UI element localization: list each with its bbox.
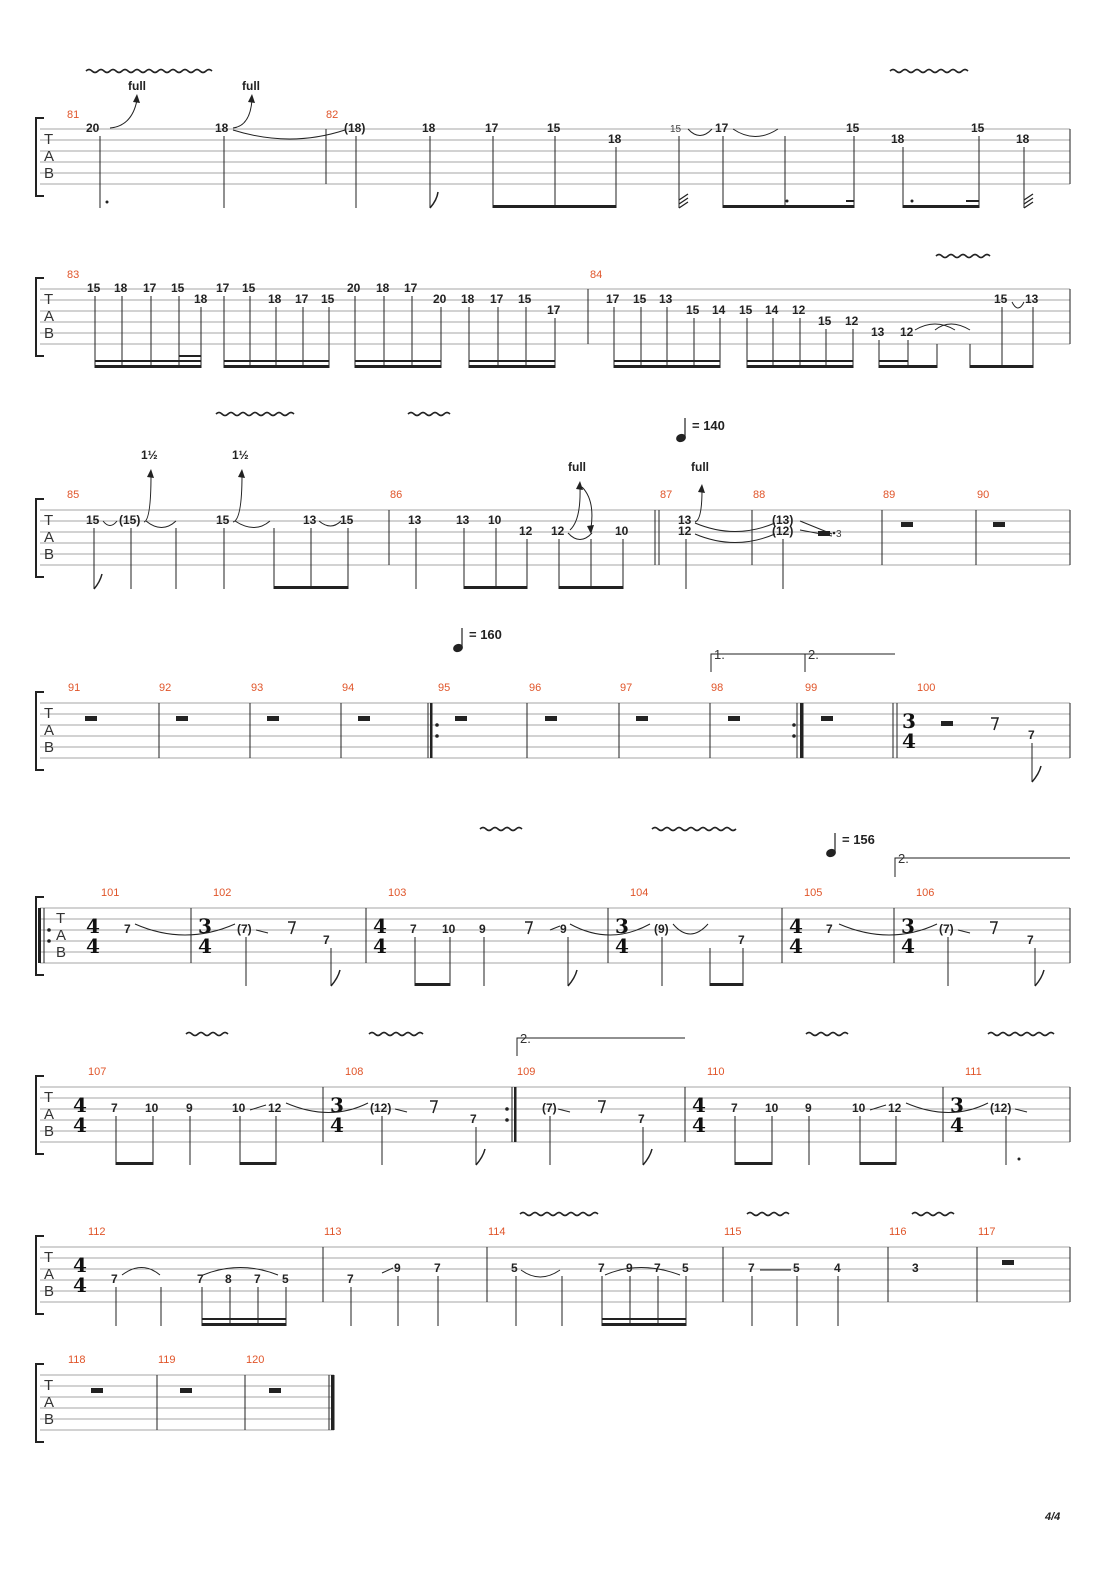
fret-number: 5 [511, 1261, 518, 1275]
staff-row-6 [36, 1031, 1070, 1165]
fret-number: 8 [225, 1272, 232, 1286]
rests [91, 1388, 281, 1393]
tab-clef-b: B [44, 1123, 55, 1140]
bend-label: full [568, 460, 586, 474]
tie [146, 521, 176, 528]
staff-row-1 [36, 70, 1070, 209]
fret-number: 9 [186, 1101, 193, 1115]
eighth-rest [991, 718, 998, 730]
vibrato-mark [936, 255, 990, 258]
time-signature-bottom: 4 [373, 934, 387, 958]
time-signature-top: 3 [198, 914, 212, 938]
fret-number: 15 [846, 121, 860, 135]
vibrato-mark [369, 1033, 423, 1036]
vibrato-mark [216, 413, 294, 416]
fret-number: 15 [994, 292, 1008, 306]
staff-row-5 [36, 828, 1070, 987]
measure-number: 87 [660, 489, 673, 501]
bend-label: full [691, 460, 709, 474]
fret-number: 12 [888, 1101, 902, 1115]
time-signature-bottom: 4 [198, 934, 212, 958]
time-signature-bottom: 4 [73, 1273, 87, 1297]
tie [286, 1103, 368, 1113]
measure-number: 109 [517, 1066, 536, 1078]
tempo-marking [825, 832, 875, 858]
vibrato-mark [408, 413, 450, 416]
tab-clef-b: B [44, 165, 55, 182]
measure-number: 84 [590, 269, 603, 281]
fret-number: 13 [1025, 292, 1039, 306]
tab-clef [44, 131, 54, 182]
slide [395, 1109, 407, 1112]
slide [1012, 302, 1024, 308]
tie [733, 129, 778, 137]
tie [319, 521, 341, 526]
time-signature-top: 4 [789, 914, 803, 938]
tab-clef-a: A [56, 927, 67, 944]
tie [673, 924, 708, 934]
fret-number: 7 [410, 922, 417, 936]
fret-number: 15 [971, 121, 985, 135]
fret-number: 7 [323, 933, 330, 947]
measure-number: 100 [917, 682, 936, 694]
measure-number: 111 [965, 1066, 982, 1078]
tab-clef-t: T [44, 1377, 54, 1394]
measure-number: 86 [390, 489, 403, 501]
measure-number: 99 [805, 682, 818, 694]
fret-number: 12 [551, 524, 565, 538]
measure-number: 112 [88, 1226, 106, 1238]
fret-number: 7 [124, 922, 131, 936]
tab-clef [44, 1377, 54, 1428]
time-signature-top: 4 [73, 1253, 87, 1277]
fret-number: 5 [682, 1261, 689, 1275]
measure-number: 117 [978, 1226, 996, 1238]
time-signature-bottom: 4 [789, 934, 803, 958]
fret-number: 17 [547, 303, 561, 317]
measure-number: 119 [158, 1354, 176, 1366]
fret-number: 13 [871, 325, 885, 339]
vibrato-mark [747, 1213, 789, 1216]
time-signatures [73, 1093, 964, 1137]
measure-number: 98 [711, 682, 724, 694]
fret-number: 15 [633, 292, 647, 306]
fret-number: 7 [738, 933, 745, 947]
fret-number: 20 [347, 281, 361, 295]
fret-number: 7 [254, 1272, 261, 1286]
fret-number: 9 [394, 1261, 401, 1275]
vibrato-mark [186, 1033, 228, 1036]
time-signature-bottom: 4 [73, 1113, 87, 1137]
time-signature-bottom: 4 [950, 1113, 964, 1137]
eighth-rests [430, 1101, 605, 1113]
tab-clef-b: B [44, 1411, 55, 1428]
rests [85, 716, 953, 726]
tab-clef [44, 1089, 54, 1140]
vibrato-mark [480, 828, 522, 831]
fret-number: (12) [370, 1101, 392, 1115]
fret-number: 7 [1027, 933, 1034, 947]
beams [95, 355, 1033, 368]
rest [1002, 1260, 1014, 1265]
volta-label: 1. [714, 647, 725, 662]
tuplet-number: 3 [836, 529, 842, 540]
fret-number: 10 [232, 1101, 246, 1115]
fret-number: 7 [638, 1112, 645, 1126]
measure-number: 93 [251, 682, 264, 694]
fret-number: 18 [194, 292, 208, 306]
fret-number: 17 [485, 121, 499, 135]
staff-lines [40, 1375, 334, 1430]
volta-label: 2. [898, 851, 909, 866]
tab-clef [44, 705, 54, 756]
tab-clef-b: B [44, 739, 55, 756]
fret-number: (15) [119, 513, 141, 527]
tab-clef-t: T [44, 291, 54, 308]
measure-number: 107 [88, 1066, 107, 1078]
tie [695, 534, 775, 543]
fret-number: 13 [456, 513, 470, 527]
fret-number: 7 [826, 922, 833, 936]
fret-number: 15 [340, 513, 354, 527]
fret-number: 15 [321, 292, 335, 306]
fret-number: (7) [939, 922, 954, 936]
fret-number: 7 [347, 1272, 354, 1286]
tie [568, 533, 592, 540]
fret-number: 17 [490, 292, 504, 306]
fret-number: 7 [1028, 728, 1035, 742]
fret-number: 14 [765, 303, 779, 317]
bend-arrow [110, 100, 137, 128]
measure-number: 85 [67, 489, 80, 501]
fret-number: 15 [739, 303, 753, 317]
time-signature-top: 4 [73, 1093, 87, 1117]
measure-number: 88 [753, 489, 766, 501]
time-signatures [86, 914, 915, 958]
measure-number: 81 [67, 109, 80, 121]
tie [235, 521, 270, 528]
tab-clef-b: B [44, 1283, 55, 1300]
measure-number: 108 [345, 1066, 364, 1078]
volta-label: 2. [520, 1031, 531, 1046]
measure-number: 96 [529, 682, 542, 694]
time-signature-top: 3 [950, 1093, 964, 1117]
bend-label: full [242, 79, 260, 93]
fret-number: 18 [422, 121, 436, 135]
fret-number: 17 [143, 281, 157, 295]
fret-number: 13 [678, 513, 692, 527]
fret-number: 15 [518, 292, 532, 306]
bend-label: full [128, 79, 146, 93]
time-signature-bottom: 4 [86, 934, 100, 958]
measure-number: 115 [724, 1226, 742, 1238]
fret-number: 7 [598, 1261, 605, 1275]
volta-label: 2. [808, 647, 819, 662]
fret-number: 7 [654, 1261, 661, 1275]
staff-row-2 [36, 255, 1070, 369]
fret-number: 9 [805, 1101, 812, 1115]
fret-number: 17 [404, 281, 418, 295]
bend-label: 1½ [141, 448, 158, 462]
fret-number: 20 [433, 292, 447, 306]
fret-number: 7 [111, 1272, 118, 1286]
fret-number: 7 [111, 1101, 118, 1115]
fret-number: (9) [654, 922, 669, 936]
tie [915, 324, 955, 330]
fret-number: 15 [86, 513, 100, 527]
fret-number: 17 [216, 281, 230, 295]
measure-number: 83 [67, 269, 80, 281]
slide [558, 1109, 570, 1112]
measure-number: 105 [804, 887, 823, 899]
fret-number: 13 [408, 513, 422, 527]
measure-number: 94 [342, 682, 355, 694]
fret-number: 7 [748, 1261, 755, 1275]
fret-number: 9 [479, 922, 486, 936]
tempo-value: = 140 [692, 418, 725, 433]
tempo-value: = 160 [469, 627, 502, 642]
fret-number: 12 [519, 524, 533, 538]
tie [695, 523, 775, 532]
tie [688, 129, 712, 136]
fret-number: 15 [686, 303, 700, 317]
measure-number: 104 [630, 887, 649, 899]
fret-number: 12 [678, 524, 692, 538]
measure-number: 120 [246, 1354, 265, 1366]
fret-number: 12 [268, 1101, 282, 1115]
bend-arrow [233, 475, 242, 522]
tab-clef-a: A [44, 722, 55, 739]
fret-number: 12 [845, 314, 859, 328]
vibrato-mark [806, 1033, 848, 1036]
fret-number: 18 [114, 281, 128, 295]
tempo-marking [452, 627, 502, 653]
fret-number: (7) [542, 1101, 557, 1115]
fret-number: 15 [87, 281, 101, 295]
fret-number: (12) [990, 1101, 1012, 1115]
fret-number: (18) [344, 121, 366, 135]
fret-number: 15 [547, 121, 561, 135]
fret-number: 18 [376, 281, 390, 295]
tab-clef-a: A [44, 1106, 55, 1123]
fret-number: 9 [626, 1261, 633, 1275]
tab-clef-a: A [44, 308, 55, 325]
tab-clef-b: B [44, 546, 55, 563]
vibrato-mark [652, 828, 736, 831]
staff-row-4 [36, 627, 1070, 782]
fret-number: 17 [606, 292, 620, 306]
measure-number: 95 [438, 682, 451, 694]
grace-fret-number: 15 [670, 124, 682, 135]
tab-clef-a: A [44, 1266, 55, 1283]
fret-number: 15 [216, 513, 230, 527]
time-signature-top: 3 [901, 914, 915, 938]
fret-number: 9 [560, 922, 567, 936]
fret-number: 10 [765, 1101, 779, 1115]
tie [233, 130, 345, 139]
measure-number: 91 [68, 682, 81, 694]
vibrato-mark [912, 1213, 954, 1216]
tab-clef-t: T [44, 705, 54, 722]
release-arrow [582, 487, 592, 528]
slide [958, 930, 970, 933]
time-signature-bottom: 4 [615, 934, 629, 958]
fret-number: 18 [461, 292, 475, 306]
vibrato-mark [520, 1213, 598, 1216]
fret-number: 20 [86, 121, 100, 135]
measure-number: 110 [707, 1066, 725, 1078]
fret-number: 17 [295, 292, 309, 306]
fret-number: 18 [268, 292, 282, 306]
tie [521, 1270, 560, 1277]
tie [103, 521, 117, 526]
fret-number: 13 [303, 513, 317, 527]
fret-number: 18 [215, 121, 229, 135]
measure-number: 114 [488, 1226, 506, 1238]
time-signature-bottom: 4 [692, 1113, 706, 1137]
tab-clef-t: T [56, 910, 66, 927]
measure-number: 90 [977, 489, 990, 501]
bend-label: 1½ [232, 448, 249, 462]
tab-clef-b: B [44, 325, 55, 342]
fret-number: 7 [731, 1101, 738, 1115]
slide [256, 930, 268, 933]
fret-number: 12 [900, 325, 914, 339]
staff-row-7 [36, 1213, 1070, 1327]
fret-number: 7 [470, 1112, 477, 1126]
time-signature-top: 3 [615, 914, 629, 938]
page-number: 4/4 [1045, 1511, 1061, 1523]
bend-arrow [233, 100, 252, 128]
measure-number: 101 [101, 887, 120, 899]
measure-number: 113 [324, 1226, 342, 1238]
measure-number: 103 [388, 887, 407, 899]
volta-bracket [895, 858, 1070, 877]
tie [135, 924, 235, 935]
slide [1015, 1109, 1027, 1112]
fret-number: 14 [712, 303, 726, 317]
fret-number: (13) [772, 513, 794, 527]
tab-clef-a: A [44, 529, 55, 546]
measure-number: 102 [213, 887, 232, 899]
time-signature-bottom: 4 [901, 934, 915, 958]
vibrato-mark [890, 70, 968, 73]
fret-number: 18 [608, 132, 622, 146]
fret-number: 4 [834, 1261, 841, 1275]
fret-number: 10 [488, 513, 502, 527]
fret-number: 7 [434, 1261, 441, 1275]
fret-number: (7) [237, 922, 252, 936]
rhythm-stems [246, 937, 1035, 986]
time-signature-bottom: 4 [902, 729, 916, 753]
time-signature-top: 4 [86, 914, 100, 938]
measure-number: 97 [620, 682, 633, 694]
rhythm-stems [116, 1116, 1006, 1165]
rhythm-stems [100, 136, 1024, 208]
fret-number: 15 [242, 281, 256, 295]
time-signature-top: 3 [330, 1093, 344, 1117]
tab-clef-b: B [56, 944, 67, 961]
tempo-marking [675, 418, 725, 443]
fret-number: 13 [659, 292, 673, 306]
fret-number: 15 [818, 314, 832, 328]
rhythm-stems [95, 296, 1033, 368]
tab-clef [44, 291, 54, 342]
volta-bracket [517, 1038, 685, 1056]
staff-row-8 [36, 1354, 335, 1442]
tab-clef [44, 512, 54, 563]
fret-number: 7 [197, 1272, 204, 1286]
fret-number: 5 [282, 1272, 289, 1286]
fret-number: 18 [891, 132, 905, 146]
fret-number: 18 [1016, 132, 1030, 146]
slide [550, 926, 560, 930]
fret-number: 10 [145, 1101, 159, 1115]
fret-number: 17 [715, 121, 729, 135]
measure-number: 89 [883, 489, 896, 501]
vibrato-mark [86, 70, 212, 73]
measure-number: 82 [326, 109, 339, 121]
bend-arrow [695, 490, 702, 522]
measure-number: 92 [159, 682, 172, 694]
final-barline [331, 1375, 335, 1430]
tab-clef-t: T [44, 512, 54, 529]
tab-clef-a: A [44, 1394, 55, 1411]
tab-clef-t: T [44, 1249, 54, 1266]
time-signature-bottom: 4 [330, 1113, 344, 1137]
tab-clef [44, 1249, 54, 1300]
tab-clef [56, 910, 66, 961]
bend-arrow [570, 487, 580, 530]
tie [570, 924, 650, 935]
fret-number: 3 [912, 1261, 919, 1275]
staff-lines [40, 908, 1070, 963]
staff-row-3 [36, 413, 1070, 590]
bend-arrow [144, 475, 151, 522]
tie [906, 1103, 988, 1113]
measure-number: 118 [68, 1354, 86, 1366]
fret-number: 15 [171, 281, 185, 295]
measure-number: 106 [916, 887, 935, 899]
fret-number: 5 [793, 1261, 800, 1275]
time-signature-top: 3 [902, 709, 916, 733]
volta-brackets [711, 654, 895, 672]
fret-number: 10 [852, 1101, 866, 1115]
tab-clef-t: T [44, 131, 54, 148]
measure-number: 116 [889, 1226, 907, 1238]
vibrato-mark [988, 1033, 1054, 1036]
fret-number: 12 [792, 303, 806, 317]
fret-number: 10 [442, 922, 456, 936]
tab-clef-t: T [44, 1089, 54, 1106]
fret-number: (12) [772, 524, 794, 538]
time-signature-top: 4 [692, 1093, 706, 1117]
fret-group [87, 281, 1039, 339]
fret-number: 10 [615, 524, 629, 538]
tab-clef-a: A [44, 148, 55, 165]
time-signature-top: 4 [373, 914, 387, 938]
tie [839, 924, 937, 935]
tempo-value: = 156 [842, 832, 875, 847]
